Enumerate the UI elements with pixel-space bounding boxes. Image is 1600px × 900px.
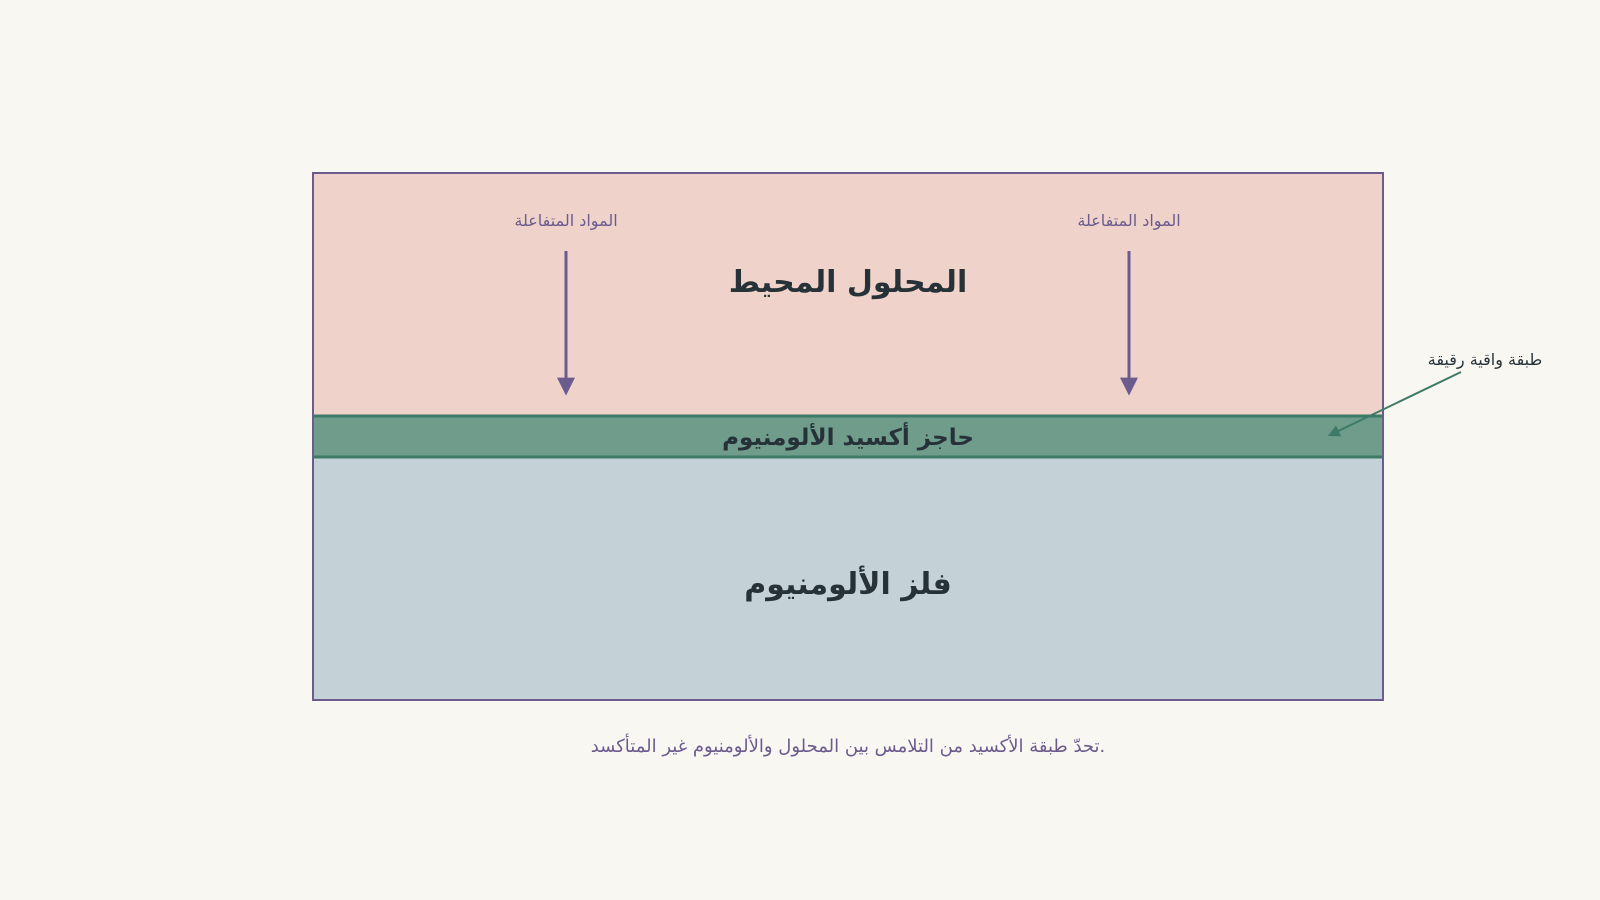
reactant-left-label: المواد المتفاعلة — [514, 211, 618, 230]
barrier-label: حاجز أكسيد الألومنيوم — [722, 425, 974, 451]
solution-label: المحلول المحيط — [728, 265, 968, 300]
diagram-caption: تحدّ طبقة الأكسيد من التلامس بين المحلول والألومنيوم غير المتأكسد. — [590, 736, 1106, 757]
callout-label: طبقة واقية رقيقة — [1427, 350, 1543, 369]
metal-label: فلز الألومنيوم — [744, 567, 952, 602]
reactant-right-label: المواد المتفاعلة — [1077, 211, 1181, 230]
